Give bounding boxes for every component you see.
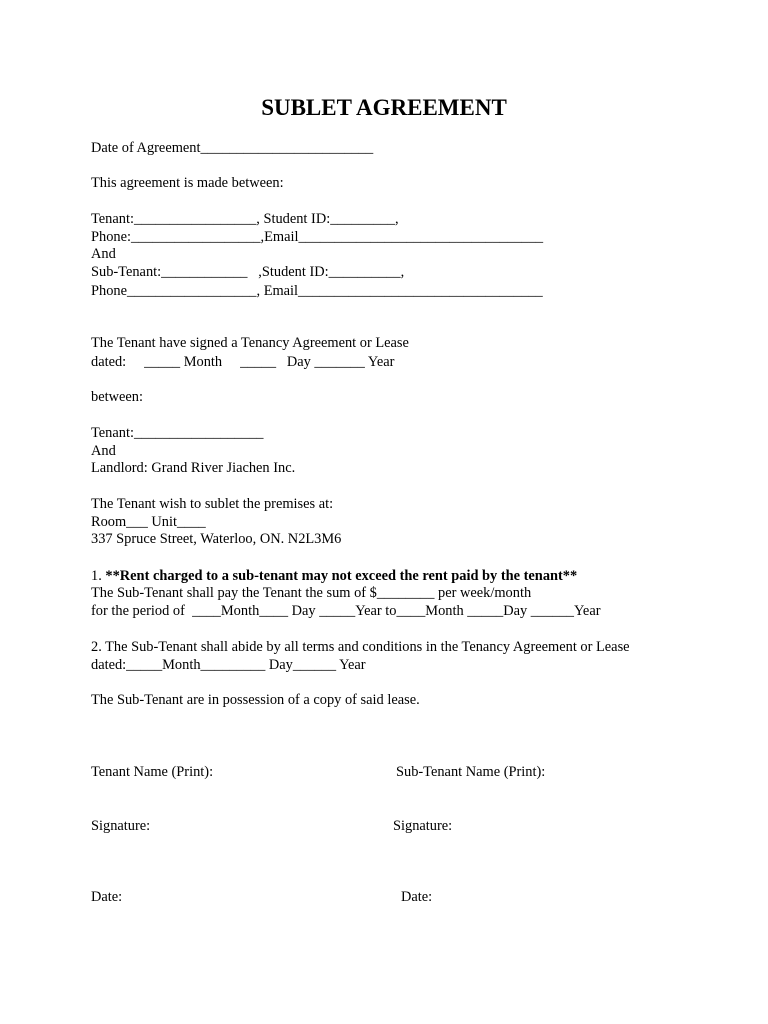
tenant-line: Tenant:_________________, Student ID:_________, bbox=[91, 211, 399, 227]
landlord-line: Landlord: Grand River Jiachen Inc. bbox=[91, 460, 296, 476]
clause-1-period-line: for the period of ____Month____ Day _____Year to____Month _____Day ______Year bbox=[91, 603, 601, 619]
lease-tenant-line: Tenant:__________________ bbox=[91, 425, 264, 441]
room-unit-line: Room___ Unit____ bbox=[91, 514, 206, 530]
clause-2-dated-line: dated:_____Month_________ Day______ Year bbox=[91, 657, 366, 673]
subtenant-signature-label: Signature: bbox=[393, 818, 453, 834]
subtenant-line: Sub-Tenant:____________ ,Student ID:__________, bbox=[91, 264, 405, 280]
clause-1-bold-heading: **Rent charged to a sub-tenant may not exceed the rent paid by the tenant** bbox=[105, 568, 578, 584]
tenant-phone-email-line: Phone:__________________,Email__________________________________ bbox=[91, 229, 544, 245]
clause-1-pay-line: The Sub-Tenant shall pay the Tenant the sum of $________ per week/month bbox=[91, 585, 532, 601]
lease-signed-text: The Tenant have signed a Tenancy Agreement or Lease bbox=[91, 335, 409, 351]
made-between-text: This agreement is made between: bbox=[91, 175, 284, 191]
and-text: And bbox=[91, 443, 116, 459]
lease-dated-line: dated: _____ Month _____ Day _______ Year bbox=[91, 354, 395, 370]
clause-1-heading bbox=[91, 567, 577, 585]
sublet-premises-text: The Tenant wish to sublet the premises at: bbox=[91, 496, 334, 512]
between-text: between: bbox=[91, 389, 143, 405]
subtenant-name-print-label: Sub-Tenant Name (Print): bbox=[396, 764, 546, 780]
and-text: And bbox=[91, 246, 116, 262]
clause-1-number: 1. bbox=[91, 568, 106, 584]
document-title: SUBLET AGREEMENT bbox=[261, 95, 507, 120]
tenant-signature-label: Signature: bbox=[91, 818, 151, 834]
possession-text: The Sub-Tenant are in possession of a copy of said lease. bbox=[91, 692, 420, 708]
clause-2-abide-line: 2. The Sub-Tenant shall abide by all terms and conditions in the Tenancy Agreement or Lease bbox=[91, 639, 630, 655]
subtenant-phone-email-line: Phone__________________, Email__________________________________ bbox=[91, 283, 543, 299]
date-of-agreement: Date of Agreement________________________ bbox=[91, 140, 374, 156]
tenant-date-label: Date: bbox=[91, 889, 123, 905]
address-line: 337 Spruce Street, Waterloo, ON. N2L3M6 bbox=[91, 531, 342, 547]
subtenant-date-label: Date: bbox=[401, 889, 433, 905]
tenant-name-print-label: Tenant Name (Print): bbox=[91, 764, 214, 780]
